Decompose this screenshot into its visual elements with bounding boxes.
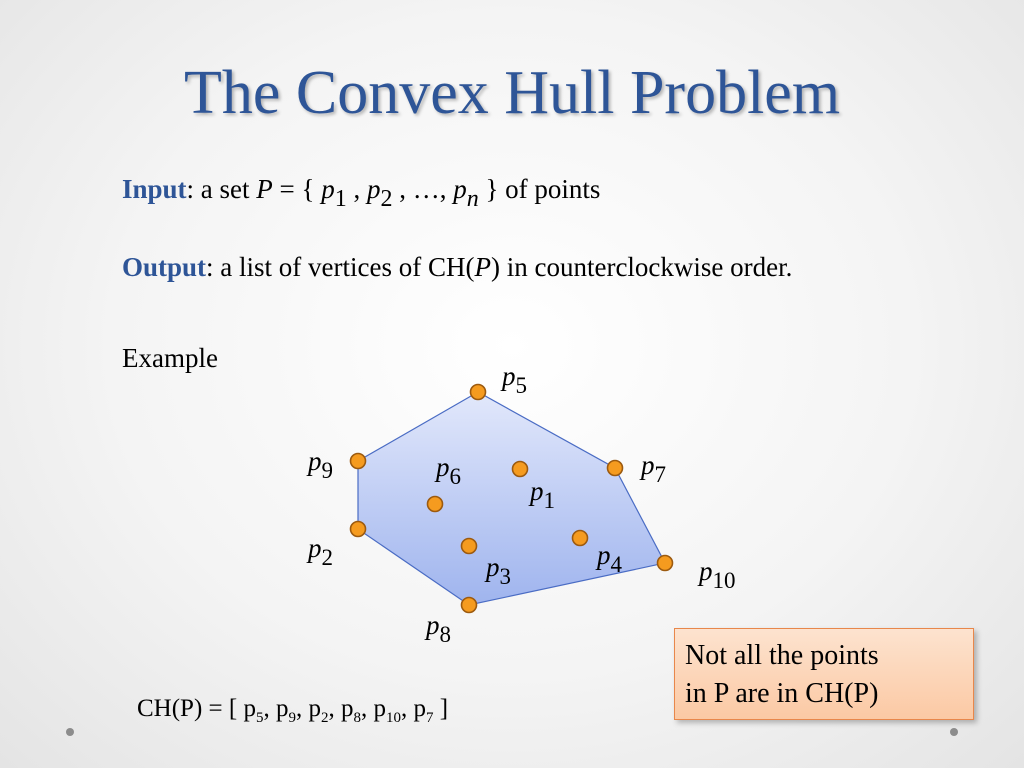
decorative-dot-left — [66, 728, 74, 736]
point-label: p10 — [699, 556, 736, 593]
hull-result-item: $p_{10}$ — [373, 695, 401, 726]
input-sep-2: , …, — [392, 174, 454, 204]
input-keyword: Input — [122, 174, 187, 204]
point-label: p3 — [486, 552, 511, 589]
input-text-end: } of points — [478, 174, 601, 204]
hull-result-item: $p_7$ — [413, 695, 434, 726]
hull-result-separator: , — [400, 695, 414, 722]
hull-result-separator: , — [360, 695, 374, 722]
input-sub-n: n — [466, 186, 479, 212]
point-label: p4 — [597, 540, 622, 577]
input-text-b: = { — [272, 174, 322, 204]
hull-result-suffix: ] — [433, 695, 449, 722]
point-p10 — [658, 556, 736, 594]
point-label: p7 — [641, 450, 666, 487]
point-label: p1 — [530, 476, 555, 513]
hull-result-item-sub: 2 — [320, 710, 329, 726]
point-marker — [471, 385, 486, 400]
decorative-dot-right — [950, 728, 958, 736]
input-set-name: P — [256, 174, 273, 204]
hull-result-item: $p_9$ — [275, 695, 296, 726]
hull-result-item-sub: 7 — [425, 710, 434, 726]
point-marker — [428, 497, 443, 512]
input-sep-1: , — [346, 174, 367, 204]
hull-result-separator: , — [263, 695, 276, 722]
point-p5 — [471, 361, 528, 400]
callout-line-1: Not all the points — [685, 640, 879, 671]
hull-result — [137, 695, 448, 727]
point-marker — [462, 598, 477, 613]
hull-result-item: $p_2$ — [308, 695, 329, 726]
point-label: p9 — [308, 446, 333, 483]
hull-result-prefix: CH(P) = [ — [137, 695, 244, 722]
point-marker — [513, 462, 528, 477]
point-marker — [351, 454, 366, 469]
input-text-a: : a set — [186, 174, 257, 204]
point-label: p8 — [426, 610, 451, 647]
hull-result-item-sub: 9 — [288, 710, 296, 726]
slide-title: The Convex Hull Problem — [183, 59, 841, 127]
hull-result-item: $p_8$ — [340, 695, 361, 726]
hull-result-item: $p_5$ — [243, 695, 264, 726]
point-marker — [608, 461, 623, 476]
hull-result-item-sub: 10 — [385, 710, 401, 726]
point-label: p2 — [308, 533, 333, 570]
input-sub-2: 2 — [380, 186, 393, 212]
point-label: p6 — [436, 452, 461, 489]
input-p1: p — [321, 174, 335, 204]
hull-result-separator: , — [328, 695, 341, 722]
point-p9 — [306, 446, 366, 483]
input-pn: p — [453, 174, 467, 204]
output-set-name: P — [474, 252, 491, 282]
hull-result-items — [243, 695, 434, 726]
point-marker — [658, 556, 673, 571]
point-p8 — [424, 598, 477, 648]
output-keyword: Output — [122, 252, 207, 282]
callout-note — [674, 628, 974, 720]
hull-result-separator: , — [295, 695, 309, 722]
hull-result-item-sub: 5 — [255, 710, 264, 726]
point-marker — [573, 531, 588, 546]
point-marker — [351, 522, 366, 537]
point-marker — [462, 539, 477, 554]
input-sub-1: 1 — [334, 186, 347, 212]
point-p2 — [306, 522, 366, 571]
hull-result-item-sub: 8 — [353, 710, 361, 726]
output-text-a: : a list of vertices of CH( — [206, 252, 475, 282]
example-label: Example — [122, 343, 218, 373]
callout-line-2: in P are in CH(P) — [685, 678, 879, 709]
point-label: p5 — [502, 361, 527, 398]
output-text-end: ) in counterclockwise order. — [490, 252, 793, 282]
input-p2: p — [366, 174, 381, 204]
